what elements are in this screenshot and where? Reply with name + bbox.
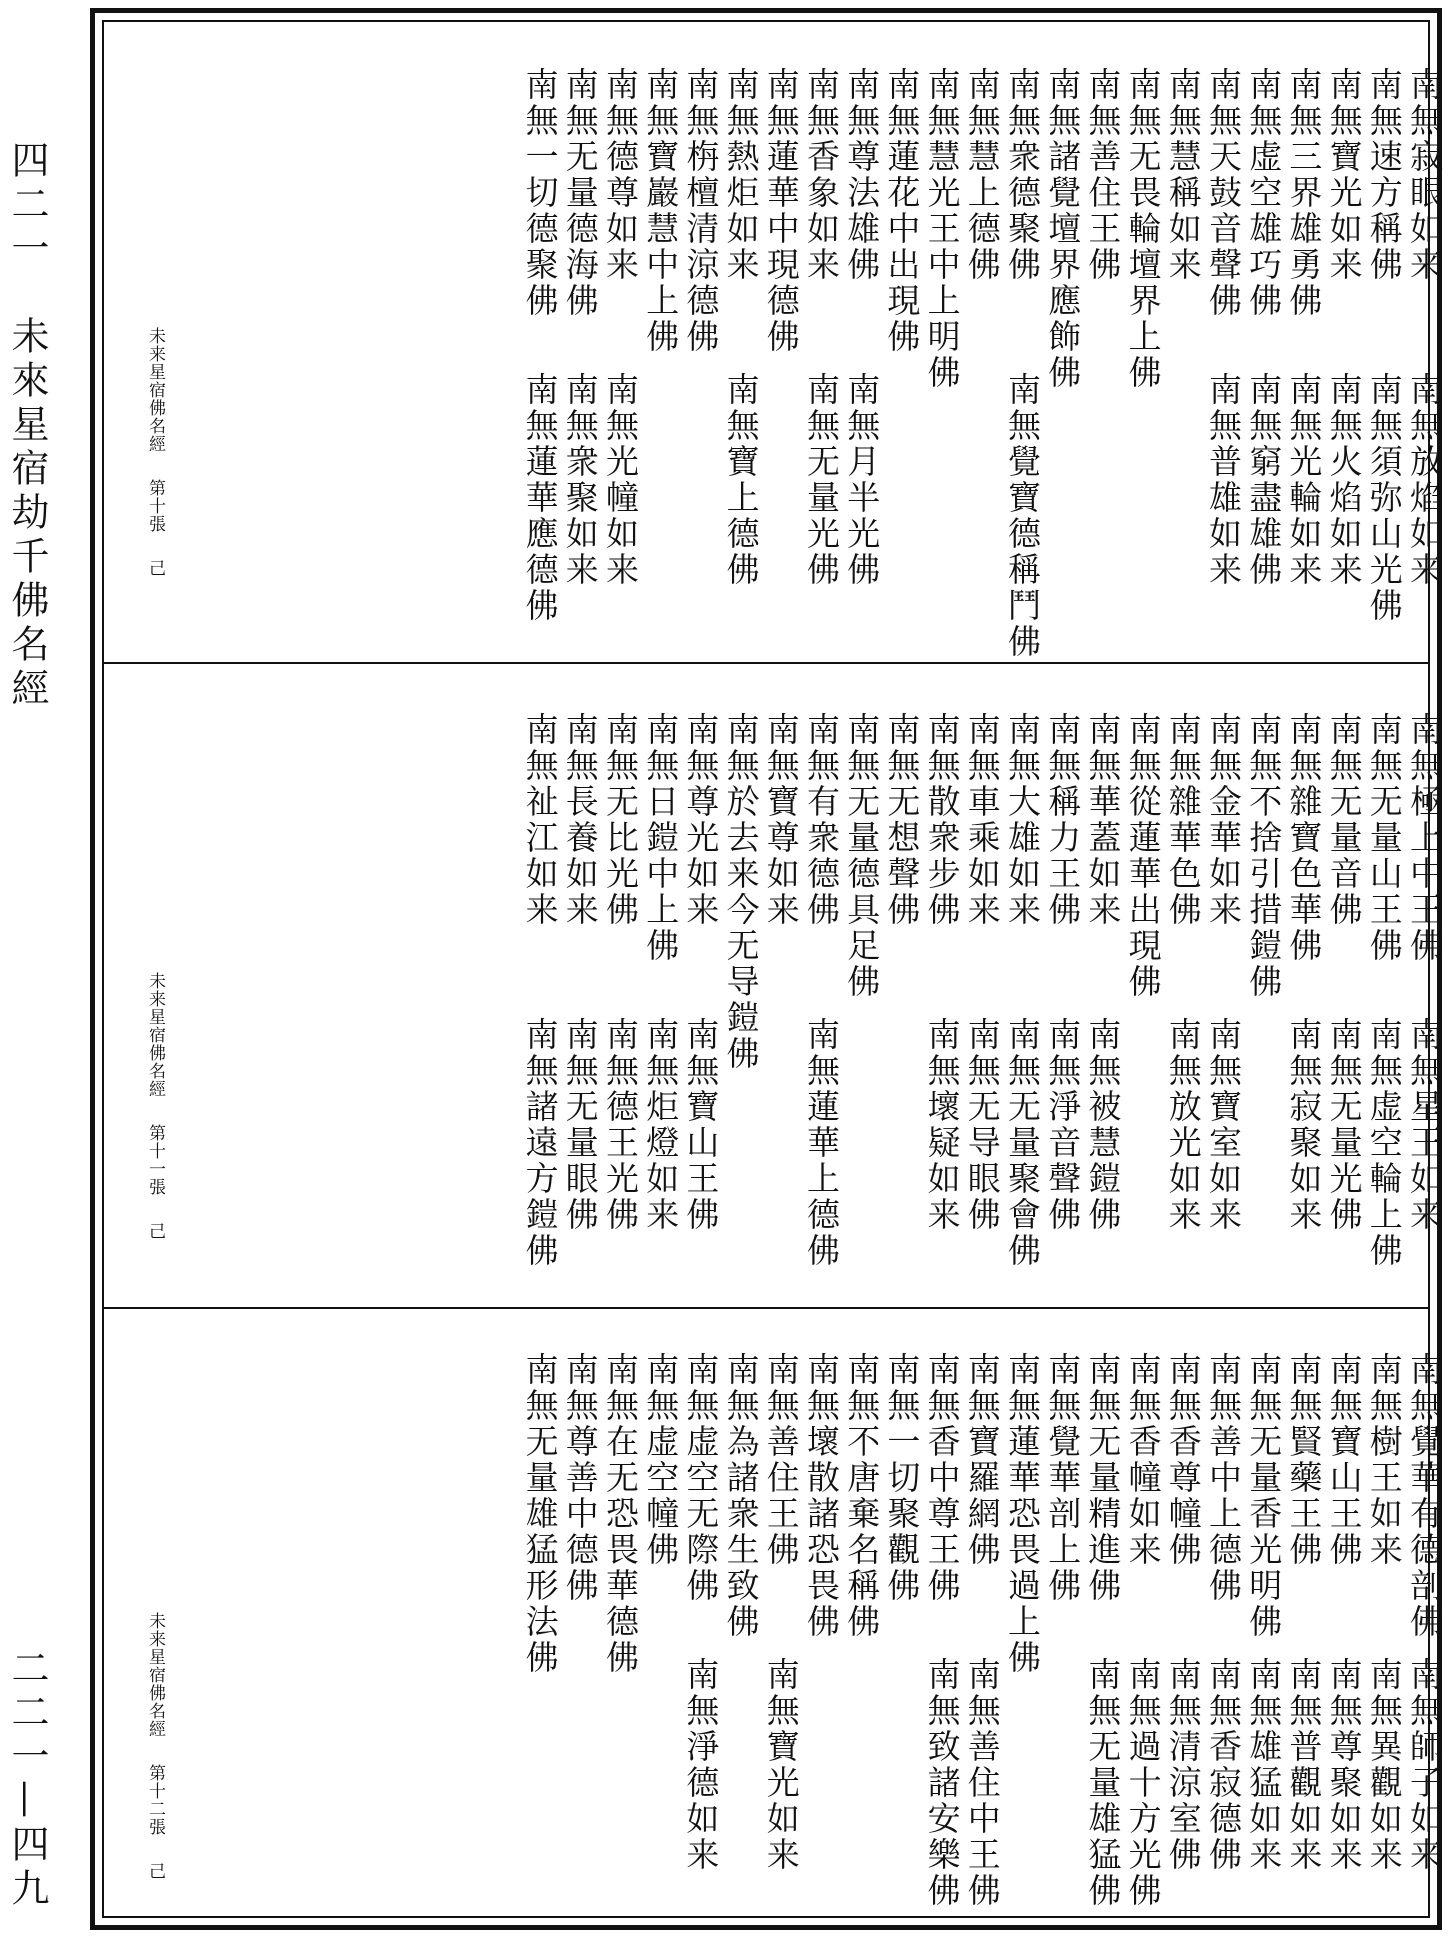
buddha-name-column: 南無无量精進佛 xyxy=(1083,1352,1123,1604)
buddha-name-column-lower: 南無无量聚會佛 xyxy=(1003,1017,1042,1269)
buddha-name-column: 南無一切聚觀佛 xyxy=(882,1352,922,1604)
buddha-name-column: 南無熱炬如来 xyxy=(721,67,761,283)
buddha-name-column: 南無寶尊如来 xyxy=(761,712,801,928)
footer-title: 未来星宿佛名經 xyxy=(145,972,165,1098)
buddha-name-column: 南無稱力王佛 xyxy=(1043,712,1083,928)
footer-title: 未来星宿佛名經 xyxy=(145,327,165,453)
buddha-name-column: 南無蓮華中現德佛 xyxy=(761,67,801,355)
buddha-name-column: 南無无比光佛 xyxy=(601,712,640,928)
buddha-name-column: 南無尊善中德佛 xyxy=(560,1352,600,1604)
buddha-name-column: 南無慧稱如来 xyxy=(1163,67,1203,283)
buddha-name-column-lower: 南無蓮華應德佛 xyxy=(520,372,560,624)
footer-title: 未来星宿佛名經 xyxy=(145,1612,165,1738)
footer-mark: 己 xyxy=(145,1222,165,1240)
buddha-name-column-lower: 南無无量光佛 xyxy=(1324,1017,1364,1233)
buddha-name-column: 南無衆德聚佛 xyxy=(1003,67,1042,283)
buddha-name-column: 南無有衆德佛 xyxy=(802,712,841,928)
buddha-name-column-lower: 南無雄猛如来 xyxy=(1244,1657,1284,1873)
buddha-name-column-lower: 南無香寂德佛 xyxy=(1204,1657,1243,1873)
sutra-panel-1 xyxy=(104,67,1444,660)
buddha-name-column-lower: 南無寶山王佛 xyxy=(681,1017,721,1233)
buddha-name-column: 南無尊法雄佛 xyxy=(842,67,882,283)
buddha-name-column: 南無无量德海佛 xyxy=(560,67,600,319)
buddha-name-column-lower: 南無无量眼佛 xyxy=(560,1017,600,1233)
buddha-name-column: 南無覺華剖上佛 xyxy=(1043,1352,1083,1604)
buddha-name-column-lower: 南無虚空輪上佛 xyxy=(1364,1017,1404,1269)
buddha-name-column-lower: 南無德王光佛 xyxy=(601,1017,640,1233)
buddha-name-column: 南無覺華有德剖佛 xyxy=(1405,1352,1444,1640)
buddha-name-column-lower: 南無寶上德佛 xyxy=(721,372,761,588)
buddha-name-column: 南無不唐棄名稱佛 xyxy=(842,1352,882,1640)
buddha-name-column: 南無三界雄勇佛 xyxy=(1284,67,1324,319)
footer-mark: 己 xyxy=(145,1862,165,1880)
buddha-name-column: 南無善住王佛 xyxy=(1083,67,1123,283)
buddha-name-column: 南無虚空无際佛 xyxy=(681,1352,721,1604)
page-frame xyxy=(90,8,1442,1930)
buddha-name-column-lower: 南無火焰如来 xyxy=(1324,372,1364,588)
buddha-name-column: 南無諸覺壇界應飾佛 xyxy=(1043,67,1083,391)
buddha-name-column: 南無无想聲佛 xyxy=(882,712,922,928)
buddha-name-column: 南無雜寶色華佛 xyxy=(1284,712,1324,964)
buddha-name-column: 南無香尊幢佛 xyxy=(1163,1352,1203,1568)
buddha-name-column: 南無虚空幢佛 xyxy=(641,1352,681,1568)
panel-divider xyxy=(104,1307,1428,1309)
buddha-name-column: 南無為諸衆生致佛 xyxy=(721,1352,761,1640)
buddha-name-column: 南無无量音佛 xyxy=(1324,712,1364,928)
buddha-name-column-lower: 南無窮盡雄佛 xyxy=(1244,372,1284,588)
buddha-name-column-lower: 南無諸遠方鎧佛 xyxy=(520,1017,560,1269)
buddha-name-column: 南無車乘如来 xyxy=(962,712,1002,928)
buddha-name-column: 南無无量香光明佛 xyxy=(1244,1352,1284,1640)
buddha-name-column: 南無慧上德佛 xyxy=(962,67,1002,283)
buddha-name-column: 南無天鼓音聲佛 xyxy=(1204,67,1243,319)
buddha-name-column: 南無无畏輪壇界上佛 xyxy=(1123,67,1163,391)
panel-footer-note xyxy=(142,972,168,1240)
buddha-name-column-lower: 南無壞疑如来 xyxy=(922,1017,962,1233)
buddha-name-column: 南無祉江如来 xyxy=(520,712,560,928)
buddha-name-column: 南無寂眼如来 xyxy=(1405,67,1444,283)
buddha-name-column: 南無蓮花中出現佛 xyxy=(882,67,922,355)
footer-mark: 己 xyxy=(145,559,165,577)
buddha-name-column: 南無无量雄猛形法佛 xyxy=(520,1352,560,1676)
buddha-name-column: 南無華蓋如来 xyxy=(1083,712,1123,928)
buddha-name-column: 南無壞散諸恐畏佛 xyxy=(802,1352,841,1640)
buddha-name-column-lower: 南無普觀如来 xyxy=(1284,1657,1324,1873)
buddha-name-column-lower: 南無星王如来 xyxy=(1405,1017,1444,1233)
buddha-name-column-lower: 南無師子如来 xyxy=(1405,1657,1444,1873)
margin-title: 四二一 未來星宿劫千佛名經 xyxy=(5,140,49,712)
buddha-name-column-lower: 南無光輪如来 xyxy=(1284,372,1324,588)
page-frame-inner xyxy=(102,20,1444,1918)
sutra-panel-3 xyxy=(104,1352,1444,1932)
buddha-name-column: 南無雜華色佛 xyxy=(1163,712,1203,928)
buddha-name-column-lower: 南無善住中王佛 xyxy=(962,1657,1002,1909)
buddha-name-column-lower: 南無寶室如来 xyxy=(1204,1017,1243,1233)
buddha-name-column-lower: 南無須弥山光佛 xyxy=(1364,372,1404,624)
buddha-name-column: 南無速方稱佛 xyxy=(1364,67,1404,283)
sutra-panel-2 xyxy=(104,712,1444,1297)
buddha-name-column: 南無於去来今无导鎧佛 xyxy=(721,712,761,1072)
buddha-name-column: 南無寶巖慧中上佛 xyxy=(641,67,681,355)
buddha-name-column: 南無蓮華恐畏過上佛 xyxy=(1003,1352,1042,1676)
buddha-name-column: 南無寶山王佛 xyxy=(1324,1352,1364,1568)
buddha-name-column: 南無長養如来 xyxy=(560,712,600,928)
buddha-name-column-lower: 南無放焰如来 xyxy=(1405,372,1444,588)
buddha-name-column-lower: 南無覺寶德稱鬥佛 xyxy=(1003,372,1042,660)
buddha-name-column: 南無一切德聚佛 xyxy=(520,67,560,319)
buddha-name-column-lower: 南無淨德如来 xyxy=(681,1657,721,1873)
buddha-name-column: 南無香幢如来 xyxy=(1123,1352,1163,1568)
buddha-name-column: 南無不捨引措鎧佛 xyxy=(1244,712,1284,1000)
buddha-name-column: 南無栴檀清涼德佛 xyxy=(681,67,721,355)
buddha-name-column-lower: 南無衆聚如来 xyxy=(560,372,600,588)
buddha-name-column-lower: 南無炬燈如来 xyxy=(641,1017,681,1233)
panel-footer-note xyxy=(142,1612,168,1880)
buddha-name-column: 南無日鎧中上佛 xyxy=(641,712,681,964)
buddha-name-column-lower: 南無蓮華上德佛 xyxy=(802,1017,841,1269)
buddha-name-column: 南無善住王佛 xyxy=(761,1352,801,1568)
buddha-name-column-lower: 南無普雄如来 xyxy=(1204,372,1243,588)
panel-footer-note xyxy=(142,327,168,577)
buddha-name-column: 南無香中尊王佛 xyxy=(922,1352,962,1604)
margin-page-number: 二二一—四九 xyxy=(5,1648,49,1912)
footer-sheet-number: 第十張 xyxy=(145,479,165,533)
buddha-name-column: 南無在无恐畏華德佛 xyxy=(601,1352,640,1676)
buddha-name-column-lower: 南無无量雄猛佛 xyxy=(1083,1657,1123,1909)
buddha-name-column: 南無香象如来 xyxy=(802,67,841,283)
buddha-name-column-lower: 南無淨音聲佛 xyxy=(1043,1017,1083,1233)
footer-sheet-number: 第十一張 xyxy=(145,1124,165,1196)
buddha-name-column: 南無寶光如来 xyxy=(1324,67,1364,283)
footer-sheet-number: 第十二張 xyxy=(145,1764,165,1836)
buddha-name-column: 南無尊光如来 xyxy=(681,712,721,928)
buddha-name-column-lower: 南無放光如来 xyxy=(1163,1017,1203,1233)
buddha-name-column: 南無大雄如来 xyxy=(1003,712,1042,928)
buddha-name-column-lower: 南無過十方光佛 xyxy=(1123,1657,1163,1909)
buddha-name-column-lower: 南無異觀如来 xyxy=(1364,1657,1404,1873)
buddha-name-column: 南無散衆步佛 xyxy=(922,712,962,928)
buddha-name-column: 南無无量德具足佛 xyxy=(842,712,882,1000)
buddha-name-column-lower: 南無被慧鎧佛 xyxy=(1083,1017,1123,1233)
buddha-name-column: 南無從蓮華出現佛 xyxy=(1123,712,1163,1000)
buddha-name-column: 南無善中上德佛 xyxy=(1204,1352,1243,1604)
buddha-name-column: 南無慧光王中上明佛 xyxy=(922,67,962,391)
buddha-name-column: 南無无量山王佛 xyxy=(1364,712,1404,964)
buddha-name-column-lower: 南無尊聚如来 xyxy=(1324,1657,1364,1873)
buddha-name-column-lower: 南無无量光佛 xyxy=(802,372,841,588)
buddha-name-column-lower: 南無清涼室佛 xyxy=(1163,1657,1203,1873)
buddha-name-column: 南無賢藥王佛 xyxy=(1284,1352,1324,1568)
buddha-name-column: 南無樹王如来 xyxy=(1364,1352,1404,1568)
buddha-name-column: 南無極上中王佛 xyxy=(1405,712,1444,964)
buddha-name-column: 南無虚空雄巧佛 xyxy=(1244,67,1284,319)
panel-divider xyxy=(104,662,1428,664)
buddha-name-column-lower: 南無寶光如来 xyxy=(761,1657,801,1873)
buddha-name-column-lower: 南無月半光佛 xyxy=(842,372,882,588)
buddha-name-column-lower: 南無致諸安樂佛 xyxy=(922,1657,962,1909)
buddha-name-column-lower: 南無寂聚如来 xyxy=(1284,1017,1324,1233)
buddha-name-column: 南無寶羅網佛 xyxy=(962,1352,1002,1568)
buddha-name-column-lower: 南無无导眼佛 xyxy=(962,1017,1002,1233)
buddha-name-column: 南無金華如来 xyxy=(1204,712,1243,928)
buddha-name-column-lower: 南無光幢如来 xyxy=(601,372,640,588)
buddha-name-column: 南無德尊如来 xyxy=(601,67,640,283)
